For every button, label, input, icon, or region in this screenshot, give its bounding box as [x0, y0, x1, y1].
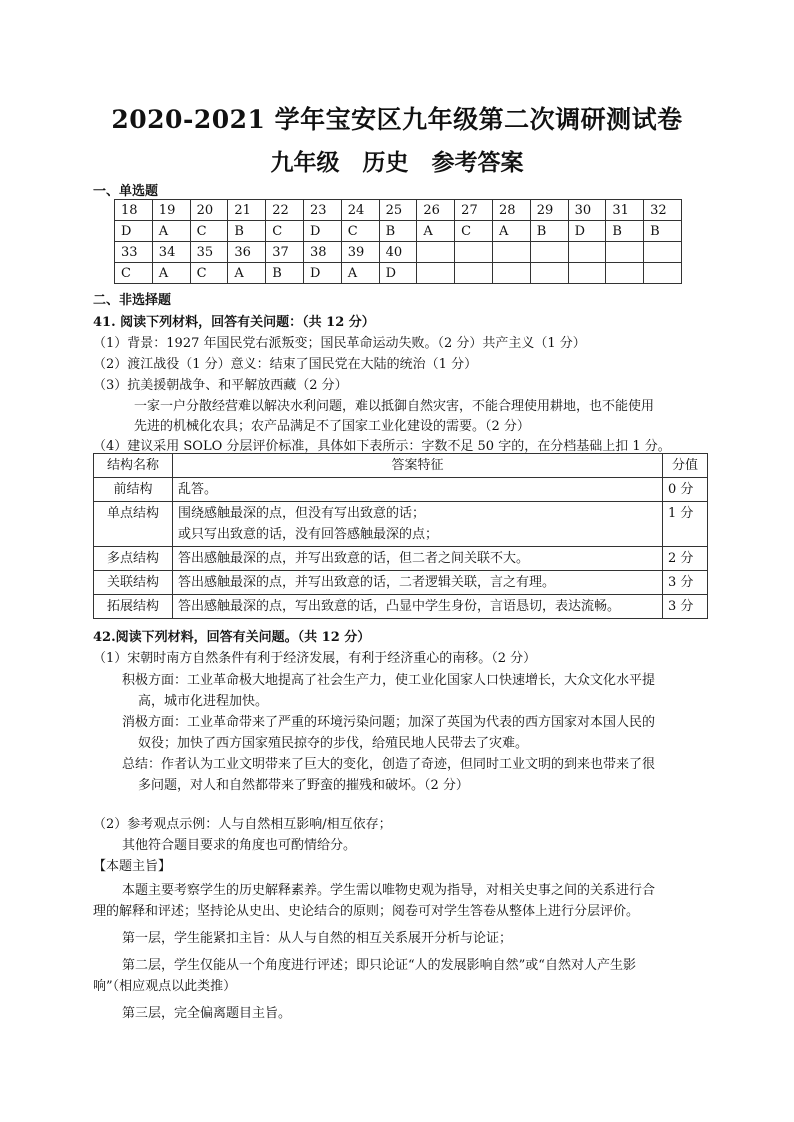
answer-cell: D [303, 263, 341, 284]
q41-line: （1）背景：1927 年国民党右派叛变；国民革命运动失败。（2 分）共产主义（1 分） [93, 336, 586, 351]
question-number-cell: 27 [455, 200, 493, 221]
answer-table-single-choice [114, 199, 682, 284]
score-cell: 0 分 [663, 478, 708, 502]
answer-cell: B [530, 221, 568, 242]
question-number-cell [606, 242, 644, 263]
section-heading-non-choice: 二、非选择题 [93, 293, 172, 308]
question-number-cell: 20 [190, 200, 228, 221]
table-row [94, 502, 708, 547]
answer-cell: B [379, 221, 417, 242]
q42-line: 理的解释和评述；坚持论从史出、史论结合的原则；阅卷可对学生答卷从整体上进行分层评价。 [93, 904, 640, 919]
q42-line: 其他符合题目要求的角度也可酌情给分。 [122, 838, 357, 853]
structure-name-cell: 单点结构 [94, 502, 173, 547]
section-heading-single-choice: 一、单选题 [93, 184, 159, 199]
question-number-cell: 32 [644, 200, 682, 221]
solo-grading-table [93, 453, 708, 619]
question-number-cell: 22 [266, 200, 304, 221]
answer-feature-text: 围绕感触最深的点，但没有写出致意的话； [178, 506, 426, 521]
q42-line: （2）参考观点示例：人与自然相互影响/相互依存； [93, 817, 392, 832]
question-number-cell: 34 [152, 242, 190, 263]
answer-feature-cell [173, 502, 663, 547]
answer-cell: D [568, 221, 606, 242]
answer-cell: C [341, 221, 379, 242]
answer-cell [644, 263, 682, 284]
answer-cell: C [455, 221, 493, 242]
question-number-cell: 36 [228, 242, 266, 263]
answer-cell: A [152, 263, 190, 284]
question-number-cell: 37 [266, 242, 304, 263]
q42-line: 第三层，完全偏离题目主旨。 [122, 1006, 292, 1021]
q41-line: 一家一户分散经营难以解决水利问题，难以抵御自然灾害，不能合理使用耕地，也不能使用 [134, 399, 655, 414]
answer-cell: A [152, 221, 190, 242]
q42-line: 奴役；加快了西方国家殖民掠夺的步伐，给殖民地人民带去了灾难。 [138, 736, 529, 751]
table-row [94, 478, 708, 502]
answer-feature-text: 答出感触最深的点，并写出致意的话，二者逻辑关联，言之有理。 [178, 575, 556, 590]
q42-line: 总结：作者认为工业文明带来了巨大的变化，创造了奇迹，但同时工业文明的到来也带来了很 [122, 757, 656, 772]
answer-cell: B [606, 221, 644, 242]
table-row [94, 547, 708, 571]
answer-cell [530, 263, 568, 284]
answer-feature-cell [173, 547, 663, 571]
answer-cell: A [417, 221, 455, 242]
answer-cell [568, 263, 606, 284]
answer-row [115, 221, 682, 242]
table-row [94, 595, 708, 619]
column-header: 答案特征 [173, 454, 663, 478]
q42-heading: 42.阅读下列材料，回答有关问题。（共 12 分） [93, 630, 371, 645]
question-number-cell: 19 [152, 200, 190, 221]
answer-feature-text: 乱答。 [178, 482, 218, 497]
answer-feature-cell [173, 478, 663, 502]
structure-name-cell: 关联结构 [94, 571, 173, 595]
q41-line: （3）抗美援朝战争、和平解放西藏（2 分） [93, 378, 348, 393]
question-number-cell [644, 242, 682, 263]
page-title: 2020-2021 学年宝安区九年级第二次调研测试卷 [111, 105, 683, 134]
answer-cell: D [115, 221, 153, 242]
question-number-cell: 29 [530, 200, 568, 221]
score-cell: 1 分 [663, 502, 708, 547]
answer-cell: A [492, 221, 530, 242]
question-number-cell: 25 [379, 200, 417, 221]
answer-cell: B [266, 263, 304, 284]
question-number-cell [455, 242, 493, 263]
q42-line: 高，城市化进程加快。 [138, 694, 269, 709]
structure-name-cell: 前结构 [94, 478, 173, 502]
score-cell: 3 分 [663, 595, 708, 619]
q42-line: 积极方面：工业革命极大地提高了社会生产力，使工业化国家人口快速增长，大众文化水平提 [122, 673, 656, 688]
q42-line: 第二层，学生仅能从一个角度进行评述；即只论证“人的发展影响自然”或“自然对人产生影 [122, 958, 636, 973]
answer-cell: C [190, 221, 228, 242]
question-number-cell: 39 [341, 242, 379, 263]
table-row [94, 571, 708, 595]
question-number-cell: 35 [190, 242, 228, 263]
question-number-cell [417, 242, 455, 263]
q42-line: 消极方面：工业革命带来了严重的环境污染问题；加深了英国为代表的西方国家对本国人民的 [122, 715, 656, 730]
question-number-cell: 33 [115, 242, 153, 263]
question-number-cell: 40 [379, 242, 417, 263]
question-number-cell: 23 [303, 200, 341, 221]
answer-cell: D [379, 263, 417, 284]
column-header: 分值 [663, 454, 708, 478]
question-number-cell: 28 [492, 200, 530, 221]
question-number-row [115, 242, 682, 263]
answer-cell [417, 263, 455, 284]
question-number-cell: 21 [228, 200, 266, 221]
q41-line: （2）渡江战役（1 分）意义：结束了国民党在大陆的统治（1 分） [93, 357, 478, 372]
q42-line: 多问题，对人和自然都带来了野蛮的摧残和破坏。（2 分） [138, 778, 469, 793]
answer-feature-text: 或只写出致意的话，没有回答感触最深的点； [178, 527, 439, 542]
answer-cell: B [644, 221, 682, 242]
structure-name-cell: 拓展结构 [94, 595, 173, 619]
answer-cell: C [266, 221, 304, 242]
answer-cell [455, 263, 493, 284]
question-number-cell: 26 [417, 200, 455, 221]
answer-cell: C [115, 263, 153, 284]
q42-line: （1）宋朝时南方自然条件有利于经济发展，有利于经济重心的南移。（2 分） [93, 651, 537, 666]
q42-line: 第一层，学生能紧扣主旨：从人与自然的相互关系展开分析与论证； [122, 931, 513, 946]
question-number-cell: 30 [568, 200, 606, 221]
question-number-cell: 31 [606, 200, 644, 221]
question-number-cell: 24 [341, 200, 379, 221]
q42-line: 本题主要考察学生的历史解释素养。学生需以唯物史观为指导，对相关史事之间的关系进行合 [122, 883, 656, 898]
score-cell: 2 分 [663, 547, 708, 571]
question-number-row [115, 200, 682, 221]
answer-cell: B [228, 221, 266, 242]
column-header: 结构名称 [94, 454, 173, 478]
question-number-cell [530, 242, 568, 263]
page-subtitle: 九年级 历史 参考答案 [270, 149, 524, 176]
answer-feature-cell [173, 595, 663, 619]
q41-line: （4）建议采用 SOLO 分层评价标准，具体如下表所示：字数不足 50 字的，在分档基础上扣 1 分。 [93, 439, 671, 454]
answer-cell: D [303, 221, 341, 242]
answer-row [115, 263, 682, 284]
q42-line: 【本题主旨】 [93, 859, 172, 874]
question-number-cell: 18 [115, 200, 153, 221]
answer-cell: C [190, 263, 228, 284]
score-cell: 3 分 [663, 571, 708, 595]
answer-cell [606, 263, 644, 284]
structure-name-cell: 多点结构 [94, 547, 173, 571]
answer-feature-text: 答出感触最深的点，并写出致意的话，但二者之间关联不大。 [178, 551, 530, 566]
q42-line: 响”（相应观点以此类推） [93, 979, 237, 994]
answer-cell [492, 263, 530, 284]
answer-cell: A [341, 263, 379, 284]
answer-feature-text: 答出感触最深的点，写出致意的话，凸显中学生身份，言语恳切，表达流畅。 [178, 599, 621, 614]
question-number-cell [492, 242, 530, 263]
answer-feature-cell [173, 571, 663, 595]
question-number-cell [568, 242, 606, 263]
table-header-row [94, 454, 708, 478]
q41-line: 先进的机械化农具；农产品满足不了国家工业化建设的需要。（2 分） [134, 419, 530, 434]
question-number-cell: 38 [303, 242, 341, 263]
q41-heading: 41. 阅读下列材料，回答有关问题：（共 12 分） [93, 315, 375, 330]
answer-cell: A [228, 263, 266, 284]
